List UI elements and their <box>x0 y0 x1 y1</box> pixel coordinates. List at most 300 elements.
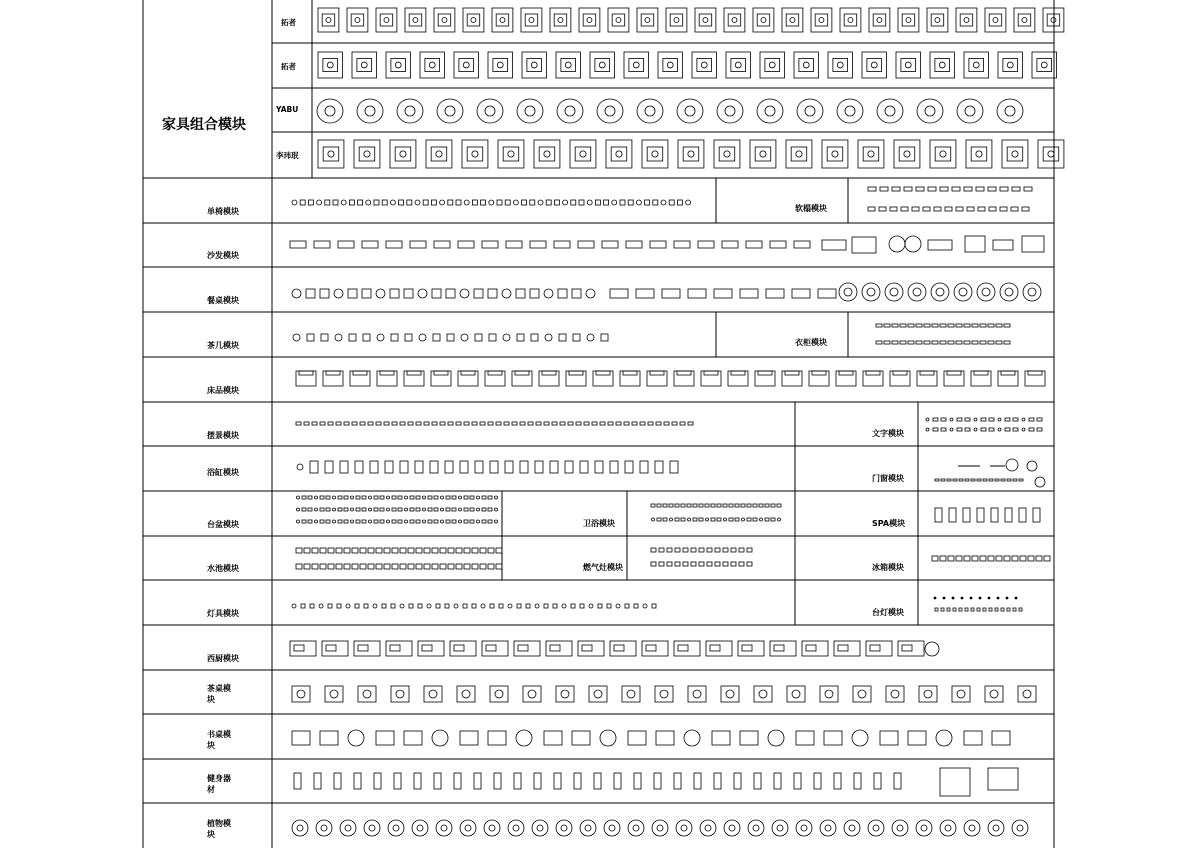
block-thumb <box>474 773 481 789</box>
block-thumb <box>470 496 474 499</box>
block-thumb <box>675 548 680 552</box>
block-thumb <box>757 14 770 26</box>
block-thumb <box>906 17 911 22</box>
block-thumb <box>765 106 775 116</box>
block-thumb <box>308 496 312 499</box>
block-thumb <box>681 518 685 521</box>
block-thumb <box>296 548 302 553</box>
block-thumb <box>535 604 539 608</box>
block-thumb <box>326 508 330 511</box>
block-thumb <box>991 508 998 522</box>
table-grid <box>143 0 1054 848</box>
block-thumb <box>433 334 440 341</box>
block-thumb <box>801 825 807 831</box>
block-thumb <box>714 140 740 168</box>
block-thumb <box>680 422 685 425</box>
block-thumb <box>326 645 336 651</box>
block-thumb <box>940 556 946 561</box>
block-thumb <box>328 564 334 569</box>
block-thumb <box>353 371 367 375</box>
block-thumb <box>1013 418 1018 421</box>
block-thumb <box>993 17 998 22</box>
block-thumb <box>626 241 642 248</box>
block-thumb <box>382 604 386 608</box>
block-thumb <box>409 14 422 26</box>
label-wardrobe: 衣柜模块 <box>795 338 827 347</box>
block-thumb <box>440 548 446 553</box>
block-thumb <box>723 548 728 552</box>
block-thumb <box>320 508 324 511</box>
block-thumb <box>338 520 342 523</box>
block-thumb <box>325 686 343 702</box>
block-thumb <box>292 200 297 205</box>
block-thumb <box>425 59 440 72</box>
block-thumb <box>489 200 494 205</box>
block-thumb <box>947 479 951 481</box>
block-thumb <box>426 140 452 168</box>
block-thumb <box>916 187 924 191</box>
block-thumb <box>422 645 432 651</box>
block-thumb <box>862 52 886 78</box>
block-thumb <box>333 508 336 511</box>
block-thumb <box>957 690 965 698</box>
block-thumb <box>326 496 330 499</box>
block-thumb <box>677 200 682 205</box>
block-thumb <box>512 422 517 425</box>
block-thumb <box>645 17 650 22</box>
block-thumb <box>641 14 654 26</box>
block-thumb <box>373 604 377 608</box>
block-thumb <box>472 564 478 569</box>
block-thumb <box>328 548 334 553</box>
block-thumb <box>930 52 954 78</box>
block-thumb <box>935 59 950 72</box>
block-thumb <box>924 690 932 698</box>
block-thumb <box>1029 428 1034 431</box>
block-thumb <box>464 564 470 569</box>
block-thumb <box>582 645 592 651</box>
block-thumb <box>924 324 930 327</box>
block-thumb <box>1037 59 1052 72</box>
block-thumb <box>415 461 423 473</box>
block-thumb <box>344 520 348 523</box>
block-thumb <box>481 200 486 205</box>
block-thumb <box>306 289 315 298</box>
label-stove: 燃气灶模块 <box>583 563 623 572</box>
block-thumb <box>480 422 485 425</box>
block-thumb <box>827 147 843 161</box>
block-thumb <box>874 773 881 789</box>
block-thumb <box>352 422 357 425</box>
block-thumb <box>950 418 953 421</box>
block-thumb <box>418 289 427 298</box>
block-thumb <box>382 200 387 205</box>
block-thumb <box>391 334 398 341</box>
block-thumb <box>1012 556 1018 561</box>
block-thumb <box>904 151 910 157</box>
block-thumb <box>972 324 978 327</box>
block-thumb <box>393 825 399 831</box>
block-thumb <box>369 520 372 523</box>
block-thumb <box>356 496 360 499</box>
block-thumb <box>464 548 470 553</box>
block-thumb <box>558 17 563 22</box>
block-thumb <box>302 508 306 511</box>
block-thumb <box>358 645 368 651</box>
block-thumb <box>731 371 745 375</box>
block-thumb <box>546 200 551 205</box>
block-thumb <box>459 508 462 511</box>
block-thumb <box>839 283 857 301</box>
block-thumb <box>988 768 1018 790</box>
block-thumb <box>977 508 984 522</box>
block-thumb <box>867 59 882 72</box>
block-thumb <box>703 17 708 22</box>
block-thumb <box>318 52 342 78</box>
block-thumb <box>956 556 962 561</box>
block-thumb <box>754 773 761 789</box>
block-thumb <box>440 200 445 205</box>
block-thumb <box>667 548 672 552</box>
block-thumb <box>441 825 447 831</box>
block-thumb <box>681 504 685 507</box>
label-fridge: 冰箱模块 <box>872 563 904 572</box>
block-thumb <box>646 645 656 651</box>
block-thumb <box>304 422 309 425</box>
block-thumb <box>330 690 338 698</box>
block-thumb <box>299 371 313 375</box>
block-thumb <box>428 520 432 523</box>
block-thumb <box>750 140 776 168</box>
block-thumb <box>663 518 667 521</box>
block-thumb <box>866 371 880 375</box>
block-thumb <box>1037 418 1042 421</box>
block-thumb <box>391 604 395 608</box>
block-thumb <box>605 106 615 116</box>
block-thumb <box>580 820 596 836</box>
block-thumb <box>678 645 688 651</box>
block-thumb <box>985 8 1006 32</box>
block-thumb <box>885 106 895 116</box>
block-thumb <box>868 187 876 191</box>
block-thumb <box>674 17 679 22</box>
block-thumb <box>693 518 697 521</box>
block-thumb <box>932 324 938 327</box>
block-thumb <box>1027 461 1037 471</box>
block-thumb <box>924 341 930 344</box>
block-thumb <box>575 147 591 161</box>
block-thumb <box>416 508 420 511</box>
block-thumb <box>796 151 802 157</box>
block-thumb <box>335 334 342 341</box>
block-thumb <box>675 518 679 521</box>
block-thumb <box>595 461 603 473</box>
block-thumb <box>405 508 408 511</box>
block-thumb <box>820 820 836 836</box>
block-thumb <box>580 604 584 608</box>
block-thumb <box>699 548 704 552</box>
block-thumb <box>873 825 879 831</box>
block-thumb <box>610 289 628 298</box>
block-thumb <box>892 324 898 327</box>
block-thumb <box>950 428 953 431</box>
block-thumb <box>294 773 301 789</box>
block-thumb <box>1022 428 1025 431</box>
block-thumb <box>988 597 990 599</box>
block-thumb <box>734 773 741 789</box>
block-thumb <box>376 422 381 425</box>
block-thumb <box>340 461 348 473</box>
block-thumb <box>463 62 469 68</box>
block-thumb <box>880 731 898 745</box>
block-thumb <box>981 418 986 421</box>
block-thumb <box>374 520 378 523</box>
block-thumb <box>785 371 799 375</box>
block-thumb <box>475 461 483 473</box>
block-thumb <box>858 690 866 698</box>
block-thumb <box>446 520 450 523</box>
block-thumb <box>463 8 484 32</box>
block-thumb <box>496 14 509 26</box>
block-thumb <box>977 608 980 611</box>
block-thumb <box>336 548 342 553</box>
block-thumb <box>404 731 422 745</box>
block-thumb <box>940 768 970 796</box>
label-teatable: 茶桌模 块 <box>207 684 231 704</box>
block-thumb <box>908 731 926 745</box>
block-thumb <box>747 548 752 552</box>
block-thumb <box>318 140 344 168</box>
block-thumb <box>364 604 368 608</box>
block-thumb <box>400 461 408 473</box>
block-thumb <box>1001 479 1005 481</box>
block-thumb <box>684 730 700 746</box>
block-thumb <box>868 820 884 836</box>
block-thumb <box>916 324 922 327</box>
block-thumb <box>753 8 774 32</box>
block-thumb <box>320 731 338 745</box>
block-thumb <box>446 496 450 499</box>
block-thumb <box>327 62 333 68</box>
block-thumb <box>837 99 863 123</box>
block-thumb <box>428 508 432 511</box>
block-thumb <box>1022 17 1027 22</box>
block-thumb <box>796 820 812 836</box>
block-thumb <box>360 564 366 569</box>
block-thumb <box>454 52 478 78</box>
block-thumb <box>317 99 343 123</box>
block-thumb <box>790 17 795 22</box>
block-thumb <box>977 283 995 301</box>
block-thumb <box>304 564 310 569</box>
block-thumb <box>853 686 871 702</box>
block-thumb <box>390 200 395 205</box>
block-thumb <box>537 825 543 831</box>
block-thumb <box>792 289 810 298</box>
block-thumb <box>663 59 678 72</box>
block-thumb <box>497 200 502 205</box>
block-thumb <box>1032 52 1056 78</box>
block-thumb <box>424 548 430 553</box>
block-thumb <box>979 597 981 599</box>
block-thumb <box>293 334 300 341</box>
block-thumb <box>634 773 641 789</box>
block-thumb <box>472 548 478 553</box>
block-thumb <box>902 14 915 26</box>
block-thumb <box>614 773 621 789</box>
block-thumb <box>385 461 393 473</box>
block-thumb <box>675 562 680 566</box>
block-thumb <box>726 690 734 698</box>
block-thumb <box>600 730 616 746</box>
block-thumb <box>1006 459 1018 471</box>
block-thumb <box>604 820 620 836</box>
block-thumb <box>940 151 946 157</box>
block-thumb <box>595 200 600 205</box>
block-thumb <box>614 645 624 651</box>
block-thumb <box>470 508 474 511</box>
block-thumb <box>565 461 573 473</box>
block-thumb <box>563 200 568 205</box>
block-thumb <box>544 731 562 745</box>
block-thumb <box>822 240 846 250</box>
block-thumb <box>584 422 589 425</box>
block-thumb <box>658 52 682 78</box>
block-thumb <box>505 200 510 205</box>
block-thumb <box>952 187 960 191</box>
block-thumb <box>355 17 360 22</box>
block-thumb <box>1036 556 1042 561</box>
block-thumb <box>640 422 645 425</box>
block-thumb <box>358 200 363 205</box>
block-thumb <box>1022 236 1044 252</box>
block-thumb <box>377 334 384 341</box>
block-thumb <box>769 62 775 68</box>
block-thumb <box>815 14 828 26</box>
block-thumb <box>980 324 986 327</box>
label-kitchen: 西厨模块 <box>207 654 239 663</box>
block-thumb <box>765 59 780 72</box>
block-thumb <box>988 341 994 344</box>
block-thumb <box>935 479 939 481</box>
block-thumb <box>508 604 512 608</box>
block-thumb <box>747 504 751 507</box>
block-thumb <box>416 520 420 523</box>
block-thumb <box>675 504 679 507</box>
block-thumb <box>985 686 1003 702</box>
block-thumb <box>423 200 428 205</box>
block-thumb <box>897 825 903 831</box>
block-thumb <box>670 518 673 521</box>
block-thumb <box>926 428 929 431</box>
block-thumb <box>691 562 696 566</box>
block-thumb <box>1013 608 1016 611</box>
block-thumb <box>1007 147 1023 161</box>
block-thumb <box>376 548 382 553</box>
block-thumb <box>805 106 815 116</box>
block-thumb <box>1007 608 1010 611</box>
block-thumb <box>325 106 335 116</box>
block-thumb <box>608 8 629 32</box>
block-thumb <box>633 825 639 831</box>
block-thumb <box>956 341 962 344</box>
block-thumb <box>562 604 566 608</box>
block-thumb <box>558 289 567 298</box>
block-thumb <box>863 147 879 161</box>
block-thumb <box>976 151 982 157</box>
block-thumb <box>988 556 994 561</box>
block-thumb <box>989 14 1002 26</box>
block-thumb <box>719 147 735 161</box>
block-thumb <box>956 207 963 211</box>
block-thumb <box>392 520 396 523</box>
block-thumb <box>312 564 318 569</box>
block-thumb <box>976 187 984 191</box>
block-thumb <box>292 289 301 298</box>
block-thumb <box>488 520 492 523</box>
block-thumb <box>993 240 1013 250</box>
block-thumb <box>380 14 393 26</box>
block-thumb <box>410 241 426 248</box>
block-thumb <box>517 334 524 341</box>
block-thumb <box>477 520 480 523</box>
block-thumb <box>544 151 550 157</box>
block-thumb <box>408 548 414 553</box>
block-thumb <box>297 825 303 831</box>
block-thumb <box>628 731 646 745</box>
block-thumb <box>1019 508 1026 522</box>
block-thumb <box>550 645 560 651</box>
block-thumb <box>1020 556 1026 561</box>
block-thumb <box>600 422 605 425</box>
block-thumb <box>965 428 970 431</box>
block-thumb <box>448 200 453 205</box>
block-thumb <box>441 496 444 499</box>
block-thumb <box>653 200 658 205</box>
block-thumb <box>534 773 541 789</box>
block-thumb <box>528 690 536 698</box>
block-thumb <box>463 604 467 608</box>
block-thumb <box>387 496 390 499</box>
block-thumb <box>456 200 461 205</box>
block-thumb <box>1028 556 1034 561</box>
block-thumb <box>685 106 695 116</box>
block-thumb <box>297 464 303 470</box>
block-thumb <box>368 548 374 553</box>
block-thumb <box>565 106 575 116</box>
block-thumb <box>952 597 954 599</box>
block-thumb <box>376 731 394 745</box>
block-thumb <box>674 773 681 789</box>
label-desk: 书桌模 块 <box>207 730 231 750</box>
block-thumb <box>321 334 328 341</box>
block-thumb <box>464 422 469 425</box>
block-thumb <box>292 731 310 745</box>
block-thumb <box>495 496 498 499</box>
block-thumb <box>735 504 739 507</box>
block-thumb <box>569 371 583 375</box>
block-thumb <box>573 334 580 341</box>
block-thumb <box>337 604 341 608</box>
block-thumb <box>818 289 836 298</box>
block-thumb <box>753 518 757 521</box>
block-thumb <box>517 99 543 123</box>
block-thumb <box>363 334 370 341</box>
block-thumb <box>589 604 593 608</box>
block-thumb <box>868 207 875 211</box>
block-thumb <box>482 508 486 511</box>
block-thumb <box>536 422 541 425</box>
